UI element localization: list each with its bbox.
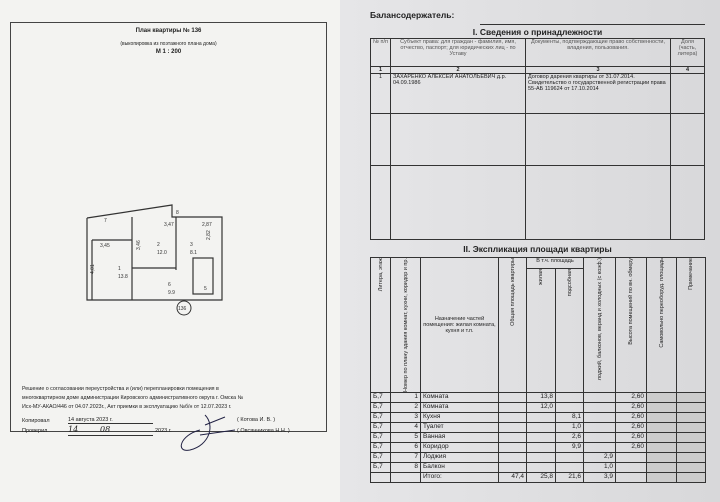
cell: 1,0 [556,422,584,432]
copied-label: Копировал [22,418,50,424]
cell [556,462,584,472]
cell: 2,60 [616,422,647,432]
table-row [371,442,706,452]
cell [677,422,706,432]
table-row [371,392,706,402]
apartment-plan-page [0,0,340,502]
plan-label: 3 [190,242,193,248]
cell: 12,0 [527,402,556,412]
cell: Туалет [421,422,499,432]
checked-by: ( Овсянникова Н.Н. ) [237,428,290,434]
table-row [371,452,706,462]
cell [371,472,391,482]
plan-label: 2,82 [206,230,212,240]
checked-line [68,435,153,436]
header-including: В т.ч. площадь [527,258,584,269]
copied-by: ( Котова И. В. ) [237,417,276,423]
cell: 9,9 [556,442,584,452]
cell [584,432,616,442]
cell: 2,60 [616,412,647,422]
cell [499,422,527,432]
plan-label: 13.8 [118,274,128,280]
cell [647,462,677,472]
header-note: Примечание [688,258,694,290]
header-documents: Документы, подтверждающие право собственности, владения, пользования. [526,39,671,67]
cell: 5 [391,432,421,442]
table-row [371,74,705,114]
table-row [371,462,706,472]
cell: Б,7 [371,412,391,422]
cell [616,462,647,472]
cell: 2,9 [584,452,616,462]
cell [647,472,677,482]
cell [677,442,706,452]
cell [499,442,527,452]
plan-scale: М 1 : 200 [155,49,182,55]
col-num: 1 [371,67,391,74]
cell [527,422,556,432]
cell [527,412,556,422]
row-share [671,74,705,114]
cell [647,452,677,462]
cell: Б,7 [371,432,391,442]
cell: 2 [391,402,421,412]
cell: 2,60 [616,392,647,402]
cell: 3 [391,412,421,422]
cell: Коридор [421,442,499,452]
cell: Комната [421,392,499,402]
cell [677,392,706,402]
header-loggia: лоджий, балконов, веранд и холодных (с коэф.) [596,258,603,381]
cell: 1 [391,392,421,402]
cell: Комната [421,402,499,412]
row-number: 1 [371,74,391,114]
cell: Балкон [421,462,499,472]
cell [647,402,677,412]
header-purpose: Назначение частей помещения: жилая комната, кухня и т.п. [421,258,499,393]
cell: 13,8 [527,392,556,402]
cell [527,462,556,472]
col-num: 4 [671,67,705,74]
cell [584,422,616,432]
copied-date: 14 августа 2023 г. [68,417,153,424]
header-auxiliary: подсобная [566,269,573,297]
apartment-number: 136 [178,306,187,312]
header-height: Высота помещений по вн. обмеру [628,258,634,345]
decision-line-2: многоквартирном доме администрации Кировского административного округа г. Омска № [22,395,244,401]
cell: 3,9 [584,472,616,482]
cell: Б,7 [371,392,391,402]
header-unauthorized: Самовольно переоборуд. площадь [658,258,665,348]
col-num: 3 [526,67,671,74]
plan-label: 2,87 [202,222,212,228]
cell: Б,7 [371,422,391,432]
cell: Итого: [421,472,499,482]
holder-line [480,24,705,25]
cell: Кухня [421,412,499,422]
header-share: Доля (часть, литера) [671,39,705,67]
cell [647,432,677,442]
cell [677,432,706,442]
cell [556,452,584,462]
cell [499,452,527,462]
cell: 7 [391,452,421,462]
cell [647,392,677,402]
cell: Лоджия [421,452,499,462]
explication-title: II. Экспликация площади квартиры [463,244,612,254]
plan-label: 3,45 [100,243,110,249]
cell: 6 [391,442,421,452]
plan-title: План квартиры № 136 [135,28,202,34]
col-num: 2 [391,67,526,74]
signature [170,405,240,455]
plan-label: 9.9 [168,290,175,296]
cell [499,432,527,442]
cell: Б,7 [371,452,391,462]
plan-label: 6 [168,282,171,288]
checked-label: Проверил [22,428,48,434]
cell [499,392,527,402]
plan-label: 4,01 [90,264,96,274]
cell: Б,7 [371,462,391,472]
cell: Б,7 [371,442,391,452]
decision-line-1: Решение о согласовании переустройства и (или) перепланировки помещения в [22,386,219,392]
cell: 2,60 [616,442,647,452]
cell: Ванная [421,432,499,442]
cell [499,462,527,472]
checked-month: 08 [100,425,111,434]
cell: 8 [391,462,421,472]
header-room-number: Номер по плану здания комнат, кухни, коридор и пр. [402,258,409,392]
plan-label: 8 [176,210,179,216]
header-living: жилая [538,269,544,285]
header-number: № п/п [371,39,391,67]
cell: Б,7 [371,402,391,412]
cell [616,452,647,462]
registration-page [340,0,720,502]
cell: 2,60 [616,402,647,412]
cell [677,462,706,472]
ownership-table [370,38,705,240]
checked-year: 2023 г. [155,428,172,434]
cell [584,392,616,402]
cell [556,402,584,412]
cell [584,402,616,412]
cell [616,472,647,482]
plan-label: 7 [104,218,107,224]
cell [499,412,527,422]
header-total-area: Общая площадь квартиры [509,258,516,326]
cell [647,422,677,432]
cell: 2,6 [556,432,584,442]
table-row [371,422,706,432]
table-row [371,402,706,412]
cell [677,472,706,482]
cell [527,452,556,462]
plan-label: 5 [204,286,207,292]
ownership-title: I. Сведения о принадлежности [472,27,603,37]
cell [677,402,706,412]
cell: 1,0 [584,462,616,472]
cell [527,442,556,452]
checked-day: 14 [68,425,79,434]
decision-line-3: Исх-МУ-АКАО/446 от 04.07.2023г., Акт приемки в эксплуатацию №б/н от 12.07.2023 г. [22,404,232,410]
plan-label: 2 [157,242,160,248]
cell: 4 [391,422,421,432]
cell [647,442,677,452]
plan-subtitle: (выкопировка из поэтажного плана дома) [120,41,217,47]
plan-label: 8.1 [190,250,197,256]
plan-label: 1 [118,266,121,272]
holder-heading: Балансодержатель: [370,10,455,20]
cell: 21,6 [556,472,584,482]
cell [391,472,421,482]
cell: 25,8 [527,472,556,482]
cell [677,412,706,422]
header-subject: Субъект права: для граждан - фамилия, имя, отчество, паспорт; для юридических лиц - по Уставу [391,39,526,67]
cell [584,442,616,452]
header-litera: Литера, этаж [377,258,384,292]
cell [527,432,556,442]
cell [647,412,677,422]
table-row [371,412,706,422]
cell: 47,4 [499,472,527,482]
cell [677,452,706,462]
plan-label: 3,47 [164,222,174,228]
explication-table [370,257,706,483]
cell [556,392,584,402]
cell: 8,1 [556,412,584,422]
floor-plan-drawing [60,190,240,320]
plan-label: 3,46 [136,240,142,250]
row-documents: Договор дарения квартиры от 31.07.2014. Свидетельство о государственной регистрации права 55-АБ 119624 от 17.10.2014 [526,74,671,114]
row-subject: ЗАХАРЕНКО АЛЕКСЕЙ АНАТОЛЬЕВИЧ д.р. 04.09.1986 [391,74,526,114]
table-row [371,432,706,442]
cell [584,412,616,422]
plan-label: 12.0 [157,250,167,256]
cell: 2,60 [616,432,647,442]
total-row [371,472,706,482]
cell [499,402,527,412]
